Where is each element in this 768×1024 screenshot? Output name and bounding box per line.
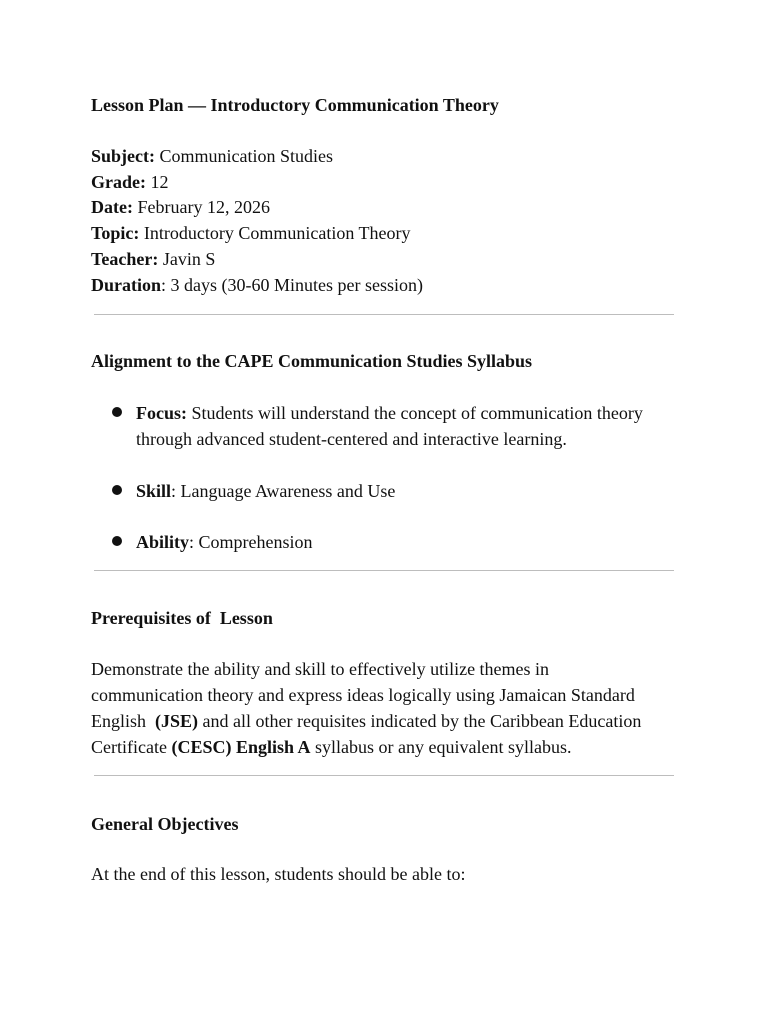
bullet-dot-icon: [112, 407, 122, 417]
prerequisites-line: communication theory and express ideas logically using Jamaican Standard: [91, 685, 635, 705]
subject-value: Communication Studies: [159, 146, 333, 166]
skill-text: Language Awareness and Use: [176, 481, 396, 501]
info-subject: [91, 145, 333, 167]
topic-label: Topic:: [91, 223, 140, 243]
jse-term: (JSE): [155, 711, 199, 731]
cesc-term: (CESC) English A: [171, 737, 311, 757]
ability-text: Comprehension: [194, 532, 313, 552]
teacher-label: Teacher:: [91, 249, 159, 269]
focus-text: Students will understand the concept of communication theory: [187, 403, 643, 423]
info-teacher: [91, 248, 215, 270]
ability-label: Ability: [136, 532, 190, 552]
objectives-intro: At the end of this lesson, students should be able to:: [91, 864, 466, 884]
info-duration: [91, 274, 423, 296]
grade-value: 12: [150, 172, 169, 192]
teacher-value: Javin S: [162, 249, 216, 269]
objectives-heading: General Objectives: [91, 814, 239, 834]
prerequisites-line: Demonstrate the ability and skill to effectively utilize themes in: [91, 659, 550, 679]
date-label: Date:: [91, 197, 133, 217]
bullet-skill: Skill: Language Awareness and Use: [112, 478, 672, 504]
bullet-dot-icon: [112, 485, 122, 495]
duration-value: : 3 days (30-60 Minutes per session): [161, 275, 423, 295]
bullet-focus: Focus: Students will understand the concept of communication theory through advanced student-centered and interactive learning.: [112, 400, 672, 452]
bullet-ability: Ability: Comprehension: [112, 529, 672, 555]
alignment-heading: Alignment to the CAPE Communication Studies Syllabus: [91, 351, 533, 371]
skill-label: Skill: [136, 481, 172, 501]
info-grade: [91, 171, 168, 193]
prerequisites-heading: Prerequisites of Lesson: [91, 608, 273, 628]
document-title: Lesson Plan — Introductory Communication Theory: [91, 95, 499, 115]
grade-label: Grade:: [91, 172, 146, 192]
section-divider: [94, 570, 674, 571]
focus-text-continued: through advanced student-centered and interactive learning.: [136, 429, 567, 449]
prerequisites-line: Certificate (CESC) English A syllabus or any equivalent syllabus.: [91, 737, 572, 757]
bullet-dot-icon: [112, 536, 122, 546]
subject-label: Subject:: [91, 146, 155, 166]
topic-value: Introductory Communication Theory: [143, 223, 411, 243]
info-topic: [91, 222, 410, 244]
prerequisites-line: English (JSE) and all other requisites indicated by the Caribbean Education: [91, 711, 642, 731]
info-date: [91, 196, 270, 218]
date-value: February 12, 2026: [137, 197, 270, 217]
section-divider: [94, 314, 674, 315]
focus-label: Focus: [136, 403, 181, 423]
duration-label: Duration: [91, 275, 162, 295]
section-divider: [94, 775, 674, 776]
